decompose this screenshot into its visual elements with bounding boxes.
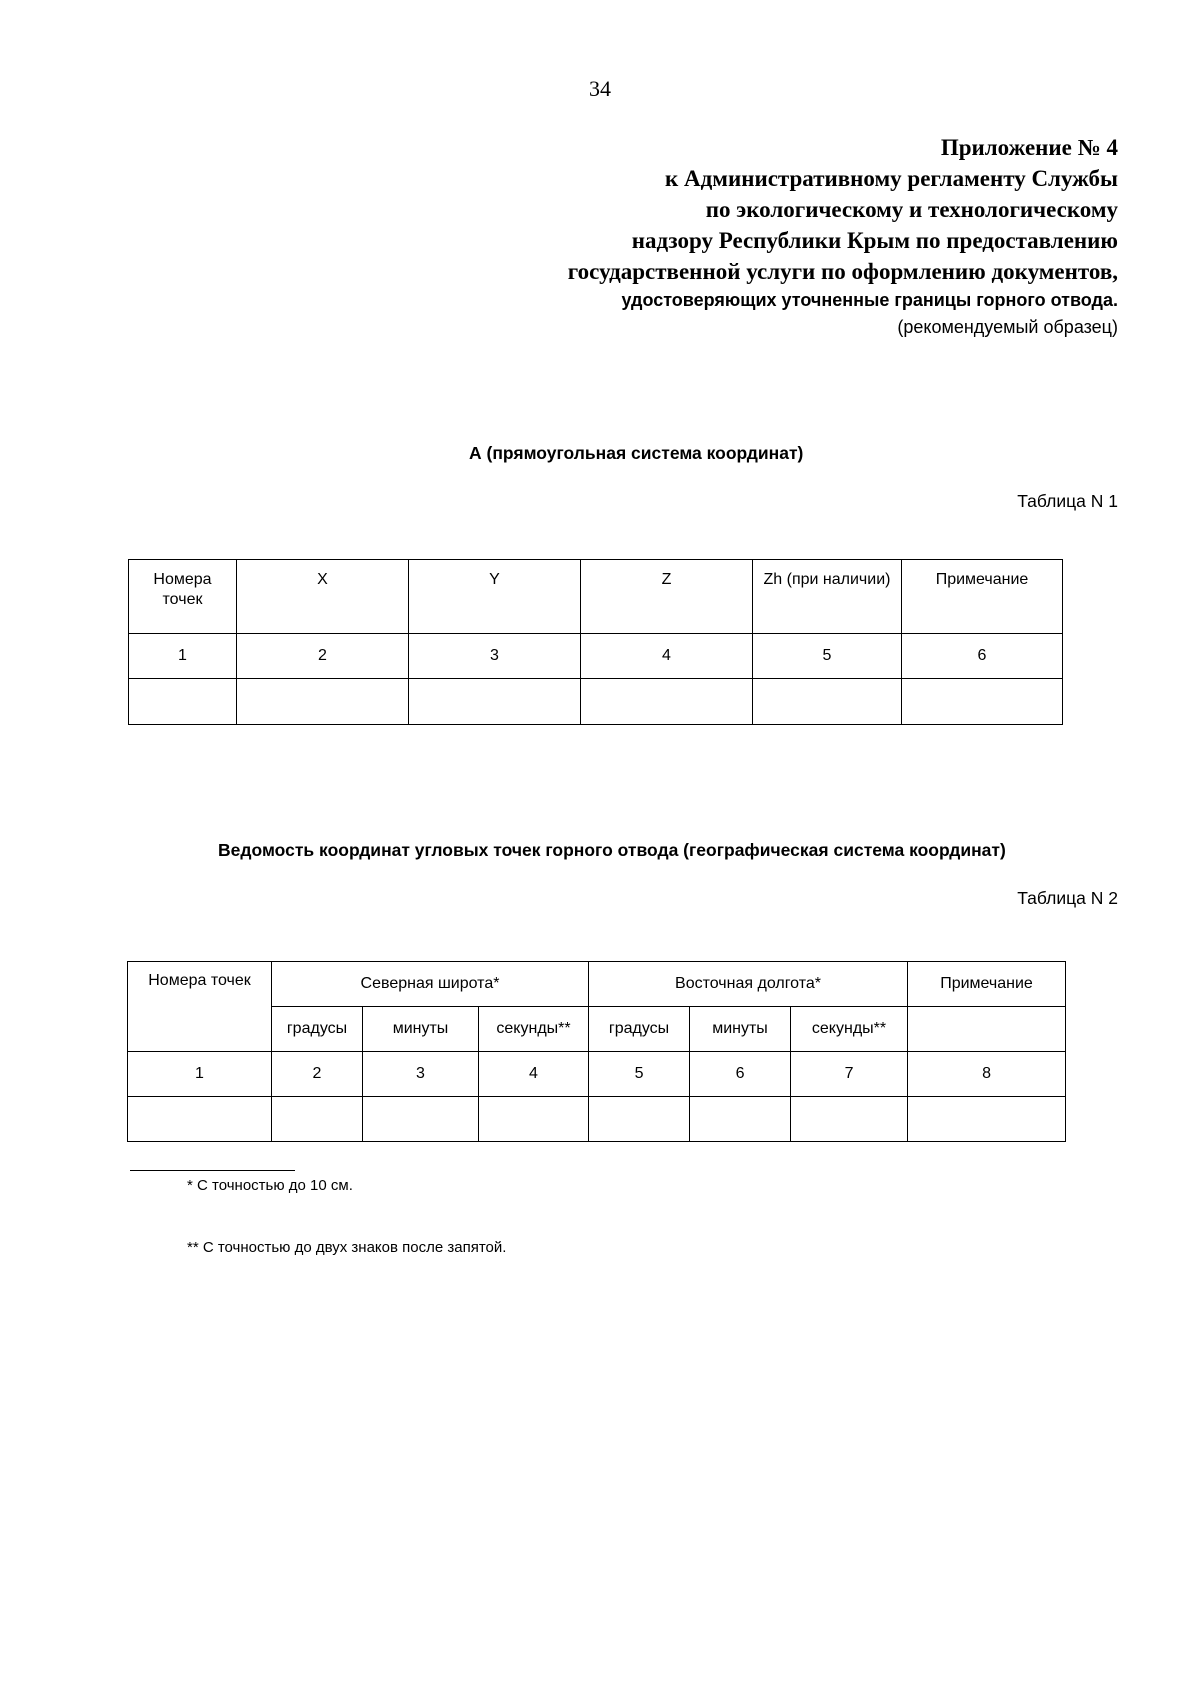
- section-b-title: Ведомость координат угловых точек горного отвода (географическая система координат): [218, 840, 1006, 860]
- empty-cell: [791, 1097, 908, 1142]
- table-2-label: Таблица N 2: [1017, 888, 1118, 908]
- coordinates-table-geographic: [127, 961, 1066, 1142]
- appendix-heading: [568, 132, 1118, 340]
- column-number-cell: 5: [753, 634, 902, 679]
- coordinates-table-rectangular: [128, 559, 1063, 725]
- heading-line-6: удостоверяющих уточненные границы горного отвода.: [621, 290, 1118, 310]
- subheader-cell: секунды**: [791, 1007, 908, 1052]
- column-number-cell: 2: [237, 634, 409, 679]
- header-cell: Z: [581, 560, 753, 634]
- header-cell: Zh (при наличии): [753, 560, 902, 634]
- subheader-cell: градусы: [272, 1007, 363, 1052]
- header-cell: X: [237, 560, 409, 634]
- column-number-cell: 3: [409, 634, 581, 679]
- empty-cell: [908, 1097, 1066, 1142]
- empty-cell: [902, 679, 1063, 725]
- subheader-cell: секунды**: [479, 1007, 589, 1052]
- empty-cell: [409, 679, 581, 725]
- empty-cell: [237, 679, 409, 725]
- empty-cell: [129, 679, 237, 725]
- column-number-cell: 6: [690, 1052, 791, 1097]
- subheader-cell: градусы: [589, 1007, 690, 1052]
- empty-cell: [128, 1097, 272, 1142]
- empty-cell: [908, 1007, 1066, 1052]
- header-cell: Y: [409, 560, 581, 634]
- column-number-cell: 5: [589, 1052, 690, 1097]
- header-points-cell: Номера точек: [128, 962, 272, 1052]
- column-number-cell: 3: [363, 1052, 479, 1097]
- heading-line-7: (рекомендуемый образец): [897, 317, 1118, 337]
- empty-cell: [690, 1097, 791, 1142]
- empty-cell: [479, 1097, 589, 1142]
- footnote-divider: [130, 1170, 295, 1171]
- column-number-cell: 4: [581, 634, 753, 679]
- column-number-cell: 6: [902, 634, 1063, 679]
- empty-cell: [581, 679, 753, 725]
- column-number-cell: 4: [479, 1052, 589, 1097]
- heading-line-4: надзору Республики Крым по предоставлению: [631, 228, 1118, 253]
- table-header-row: [129, 560, 1063, 634]
- footnote-2: ** С точностью до двух знаков после запятой.: [187, 1239, 507, 1256]
- table-header-row: [128, 962, 1066, 1007]
- column-number-cell: 7: [791, 1052, 908, 1097]
- heading-line-2: к Административному регламенту Службы: [665, 166, 1118, 191]
- table-row: [129, 634, 1063, 679]
- subheader-cell: минуты: [690, 1007, 791, 1052]
- column-number-cell: 2: [272, 1052, 363, 1097]
- column-number-cell: 8: [908, 1052, 1066, 1097]
- column-number-cell: 1: [129, 634, 237, 679]
- header-note-cell: Примечание: [908, 962, 1066, 1007]
- empty-cell: [363, 1097, 479, 1142]
- heading-line-5: государственной услуги по оформлению документов,: [567, 259, 1118, 284]
- table-1-label: Таблица N 1: [1017, 491, 1118, 511]
- footnote-1: * С точностью до 10 см.: [187, 1177, 353, 1194]
- table-row: [128, 1097, 1066, 1142]
- header-latitude-cell: Северная широта*: [272, 962, 589, 1007]
- section-a-title: А (прямоугольная система координат): [469, 443, 804, 463]
- header-cell: Примечание: [902, 560, 1063, 634]
- column-number-cell: 1: [128, 1052, 272, 1097]
- heading-line-3: по экологическому и технологическому: [705, 197, 1118, 222]
- header-cell: Номера точек: [129, 560, 237, 634]
- table-row: [128, 1052, 1066, 1097]
- empty-cell: [753, 679, 902, 725]
- page-number: 34: [589, 76, 611, 101]
- subheader-cell: минуты: [363, 1007, 479, 1052]
- empty-cell: [272, 1097, 363, 1142]
- header-longitude-cell: Восточная долгота*: [589, 962, 908, 1007]
- empty-cell: [589, 1097, 690, 1142]
- heading-line-1: Приложение № 4: [940, 135, 1118, 160]
- table-row: [129, 679, 1063, 725]
